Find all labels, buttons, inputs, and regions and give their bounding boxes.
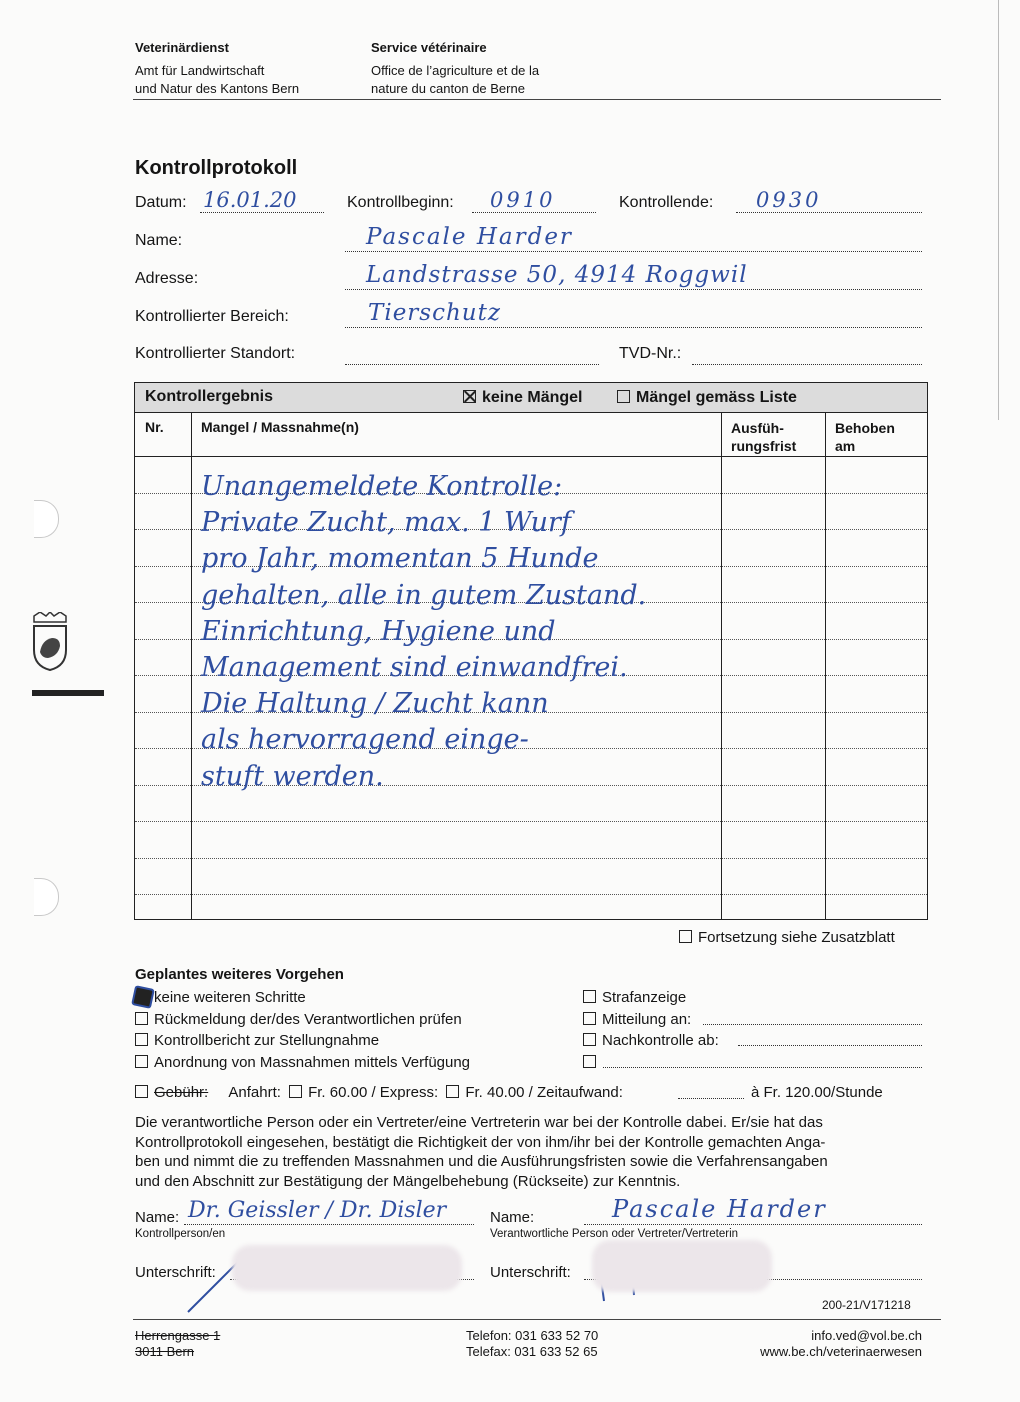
option-strafanzeige[interactable]: Strafanzeige bbox=[583, 987, 923, 1009]
kontrollbeginn-label: Kontrollbeginn: bbox=[347, 194, 454, 211]
note-line: Unangemeldete Kontrolle: bbox=[201, 471, 563, 502]
edge-line bbox=[998, 0, 999, 420]
name-value: Pascale Harder bbox=[366, 224, 573, 250]
right-signature-label: Unterschrift: bbox=[490, 1264, 571, 1281]
results-title: Kontrollergebnis bbox=[145, 388, 274, 405]
option-keine-maengel[interactable]: keine Mängel bbox=[463, 389, 582, 407]
header-fr-line2: nature du canton de Berne bbox=[371, 81, 525, 96]
table-row-line bbox=[135, 894, 927, 895]
right-signature-redaction bbox=[592, 1240, 772, 1292]
tvd-label: TVD-Nr.: bbox=[619, 345, 682, 362]
note-line: stuft werden. bbox=[201, 760, 384, 792]
header-fr-title: Service vétérinaire bbox=[371, 40, 487, 55]
left-caption: Kontrollperson/en bbox=[135, 1228, 226, 1240]
footer-rule bbox=[133, 1319, 941, 1320]
col-mangel: Mangel / Massnahme(n) bbox=[201, 419, 359, 435]
note-line: Private Zucht, max. 1 Wurf bbox=[201, 507, 571, 539]
page-title: Kontrollprotokoll bbox=[135, 157, 298, 179]
bereich-value: Tierschutz bbox=[368, 300, 501, 326]
footer-contact bbox=[720, 1328, 922, 1360]
note-line: gehalten, alle in gutem Zustand. bbox=[201, 579, 647, 611]
table-row-line bbox=[135, 858, 927, 859]
datum-value: 16.01.20 bbox=[203, 188, 297, 212]
option-other[interactable] bbox=[583, 1052, 923, 1074]
adresse-label: Adresse: bbox=[135, 270, 199, 287]
side-bar-mark bbox=[32, 690, 104, 696]
procedure-right-options bbox=[583, 987, 923, 1073]
option-kontrollbericht[interactable]: Kontrollbericht zur Stellungnahme bbox=[135, 1030, 470, 1052]
note-line: als hervorragend einge- bbox=[201, 724, 529, 756]
continuation-checkbox[interactable]: Fortsetzung siehe Zusatzblatt bbox=[679, 929, 895, 946]
form-id: 200-21/V171218 bbox=[822, 1298, 911, 1312]
option-mitteilung[interactable]: Mitteilung an: bbox=[583, 1009, 923, 1031]
bern-coat-of-arms-icon bbox=[30, 612, 70, 672]
col-nr: Nr. bbox=[145, 419, 164, 435]
left-signature-redaction bbox=[232, 1245, 462, 1291]
procedure-left-options bbox=[135, 987, 470, 1073]
left-signature-label: Unterschrift: bbox=[135, 1264, 216, 1281]
punch-hole-bottom bbox=[34, 878, 59, 916]
adresse-value: Landstrasse 50, 4914 Roggwil bbox=[366, 262, 748, 288]
header-fr-line1: Office de l’agriculture et de la bbox=[371, 63, 540, 78]
fee-rate: à Fr. 120.00/Stunde bbox=[751, 1084, 883, 1101]
header-de-title: Veterinärdienst bbox=[135, 40, 229, 55]
kontrollbeginn-value: 0910 bbox=[490, 188, 556, 212]
footer-phone: Telefon: 031 633 52 70 Telefax: 031 633 52 65 bbox=[466, 1328, 599, 1359]
procedure-title: Geplantes weiteres Vorgehen bbox=[135, 966, 344, 983]
footer-address: Herrengasse 1 3011 Bern bbox=[135, 1328, 221, 1359]
col-behoben: Behoben am bbox=[835, 420, 895, 454]
results-table bbox=[134, 382, 928, 920]
name-label: Name: bbox=[135, 232, 183, 249]
note-line: pro Jahr, momentan 5 Hunde bbox=[201, 543, 599, 575]
bereich-label: Kontrollierter Bereich: bbox=[135, 308, 289, 325]
right-name-value: Pascale Harder bbox=[612, 1195, 827, 1223]
left-name-value: Dr. Geissler / Dr. Disler bbox=[188, 1198, 447, 1223]
note-line: Management sind einwandfrei. bbox=[201, 652, 628, 684]
option-nachkontrolle[interactable]: Nachkontrolle ab: bbox=[583, 1030, 923, 1052]
table-row-line bbox=[135, 821, 927, 822]
col-frist: Ausfüh- rungsfrist bbox=[731, 420, 797, 454]
footer-web[interactable]: www.be.ch/veterinaerwesen bbox=[760, 1344, 922, 1359]
kontrollende-value: 0930 bbox=[756, 188, 822, 212]
standort-label: Kontrollierter Standort: bbox=[135, 345, 296, 362]
note-line: Einrichtung, Hygiene und bbox=[201, 615, 556, 647]
header-rule bbox=[133, 99, 941, 100]
option-keine-weiteren-schritte[interactable]: keine weiteren Schritte bbox=[135, 987, 470, 1009]
right-caption: Verantwortliche Person oder Vertreter/Vertreterin bbox=[490, 1228, 739, 1240]
header-de-line1: Amt für Landwirtschaft bbox=[135, 63, 265, 78]
right-name-label: Name: bbox=[490, 1209, 535, 1226]
statement: Die verantwortliche Person oder ein Vertreter/eine Vertreterin war bei der Kontrolle dabei. Er/sie hat das Kontrollprotokoll eingesehen, bestätigt die Richtigkeit der von ihm/ihr bei der Kontrolle gemachten Anga- ben und nimmt die zu treffenden Massnahmen und die Ausführungsfristen sowie die Verfahrensangaben und den Abschnitt zur Bestätigung der Mängelbehebung (Rückseite) zur Kenntnis. bbox=[135, 1114, 828, 1190]
note-line: Die Haltung / Zucht kann bbox=[201, 688, 549, 720]
handwritten-notes bbox=[201, 469, 646, 795]
option-rueckmeldung[interactable]: Rückmeldung der/des Verantwortlichen prüfen bbox=[135, 1009, 470, 1031]
kontrollende-label: Kontrollende: bbox=[619, 194, 714, 211]
option-maengel-liste[interactable]: Mängel gemäss Liste bbox=[617, 389, 797, 407]
left-name-label: Name: bbox=[135, 1209, 180, 1226]
fee-row: Gebühr: Anfahrt: Fr. 60.00 / Express: Fr. 40.00 / Zeitaufwand: bbox=[135, 1084, 623, 1101]
header-de-line2: und Natur des Kantons Bern bbox=[135, 81, 300, 96]
punch-hole-top bbox=[34, 500, 59, 538]
option-anordnung[interactable]: Anordnung von Massnahmen mittels Verfügung bbox=[135, 1052, 470, 1074]
datum-label: Datum: bbox=[135, 194, 187, 211]
footer-email[interactable]: info.ved@vol.be.ch bbox=[811, 1328, 922, 1343]
